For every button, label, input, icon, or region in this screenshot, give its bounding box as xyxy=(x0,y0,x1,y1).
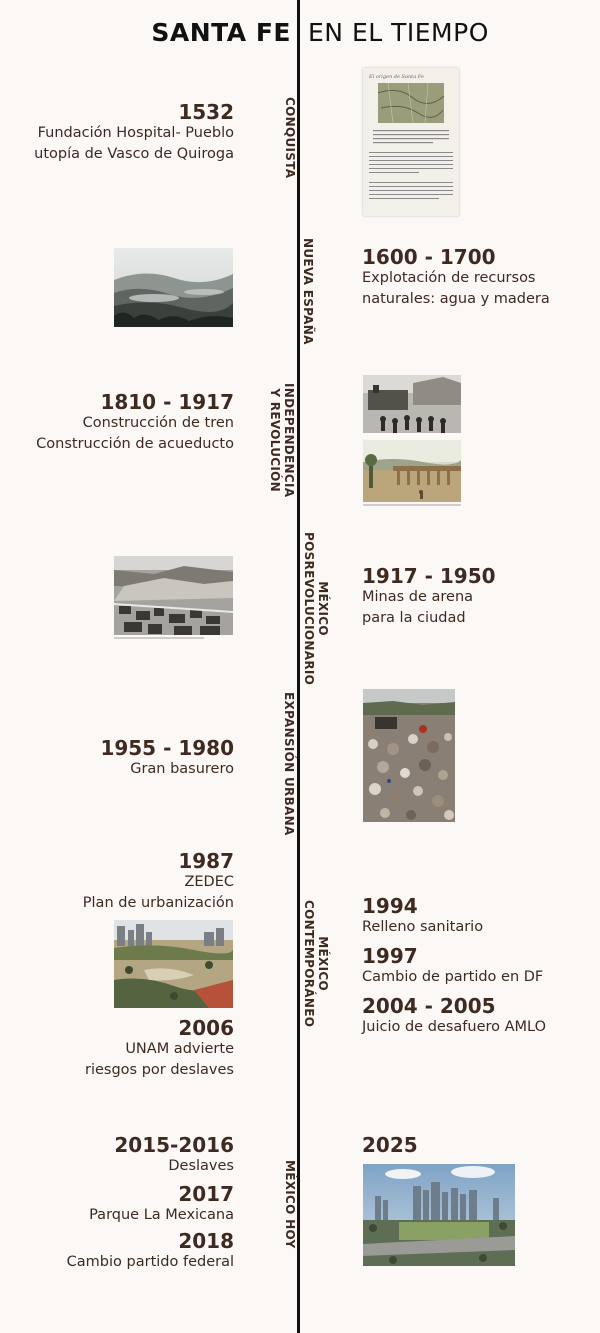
year-1810-1917: 1810 - 1917 xyxy=(100,390,234,414)
era-posrevolucionario xyxy=(302,532,330,685)
desc-2017-line1: Parque La Mexicana xyxy=(89,1207,234,1223)
year-1994: 1994 xyxy=(362,894,418,918)
train-historic-photo xyxy=(363,375,461,433)
era-independencia-line2: Y REVOLUCIÓN xyxy=(268,388,282,493)
desc-1994-line1: Relleno sanitario xyxy=(362,919,484,935)
era-contemporaneo-line1: MÉXICO xyxy=(316,936,330,991)
desc-1987-line1: ZEDEC xyxy=(184,874,234,890)
year-1600-1700: 1600 - 1700 xyxy=(362,245,496,269)
desc-1600-line1: Explotación de recursos xyxy=(362,270,536,286)
year-1917-1950: 1917 - 1950 xyxy=(362,564,496,588)
sand-mines-photo xyxy=(114,556,233,635)
year-2006: 2006 xyxy=(178,1016,234,1040)
document-heading: El origen de Santa Fe xyxy=(369,74,424,80)
desc-2015-line1: Deslaves xyxy=(168,1158,234,1174)
year-1955-1980: 1955 - 1980 xyxy=(100,736,234,760)
desc-1810-line1: Construcción de tren xyxy=(82,415,234,431)
era-independencia xyxy=(268,383,296,497)
sand-mines-caption xyxy=(114,637,204,639)
year-2004-2005: 2004 - 2005 xyxy=(362,994,496,1018)
aqueduct-painting xyxy=(363,440,461,502)
document-map-image xyxy=(363,68,459,216)
misty-forest-photo xyxy=(114,248,233,327)
garbage-dump-photo xyxy=(363,689,455,822)
year-1987: 1987 xyxy=(178,849,234,873)
document-page-image xyxy=(363,68,459,216)
era-contemporaneo-line2: CONTEMPORÁNEO xyxy=(302,900,316,1028)
year-1532: 1532 xyxy=(178,100,234,124)
era-independencia-line1: INDEPENDENCIA xyxy=(282,383,296,498)
title-en-el-tiempo: EN EL TIEMPO xyxy=(308,18,489,47)
aqueduct-caption xyxy=(363,504,461,506)
era-contemporaneo xyxy=(302,900,330,1027)
year-2025: 2025 xyxy=(362,1133,418,1157)
timeline-axis xyxy=(297,0,300,1333)
era-expansion-urbana: EXPANSIÓN URBANA xyxy=(282,692,296,836)
urbanization-photo xyxy=(114,920,233,1008)
year-2017: 2017 xyxy=(178,1182,234,1206)
desc-2018-line1: Cambio partido federal xyxy=(66,1254,234,1270)
desc-1917-line2: para la ciudad xyxy=(362,610,466,626)
desc-2004-line1: Juicio de desafuero AMLO xyxy=(362,1019,547,1035)
desc-2006-line1: UNAM advierte xyxy=(125,1041,234,1057)
santa-fe-skyline-photo xyxy=(363,1164,515,1266)
desc-1810-line2: Construcción de acueducto xyxy=(36,436,234,452)
desc-1532-line1: Fundación Hospital- Pueblo xyxy=(37,125,234,141)
desc-1600-line2: naturales: agua y madera xyxy=(362,291,550,307)
year-2015-2016: 2015-2016 xyxy=(114,1133,234,1157)
desc-1997-line1: Cambio de partido en DF xyxy=(362,969,544,985)
desc-1917-line1: Minas de arena xyxy=(362,589,474,605)
year-2018: 2018 xyxy=(178,1229,234,1253)
desc-2006-line2: riesgos por deslaves xyxy=(84,1062,234,1078)
era-conquista: CONQUISTA xyxy=(283,97,297,179)
desc-1987-line2: Plan de urbanización xyxy=(82,895,234,911)
era-posrevolucionario-line1: MÉXICO xyxy=(316,581,330,636)
desc-1955-line1: Gran basurero xyxy=(130,761,234,777)
year-1997: 1997 xyxy=(362,944,418,968)
era-nueva-espana: NUEVA ESPAÑA xyxy=(301,238,315,345)
era-mexico-hoy: MÉXICO HOY xyxy=(283,1160,297,1249)
desc-1532-line2: utopía de Vasco de Quiroga xyxy=(34,146,234,162)
title-santa-fe: SANTA FE xyxy=(151,18,291,47)
era-posrevolucionario-line2: POSREVOLUCIONARIO xyxy=(302,532,316,686)
